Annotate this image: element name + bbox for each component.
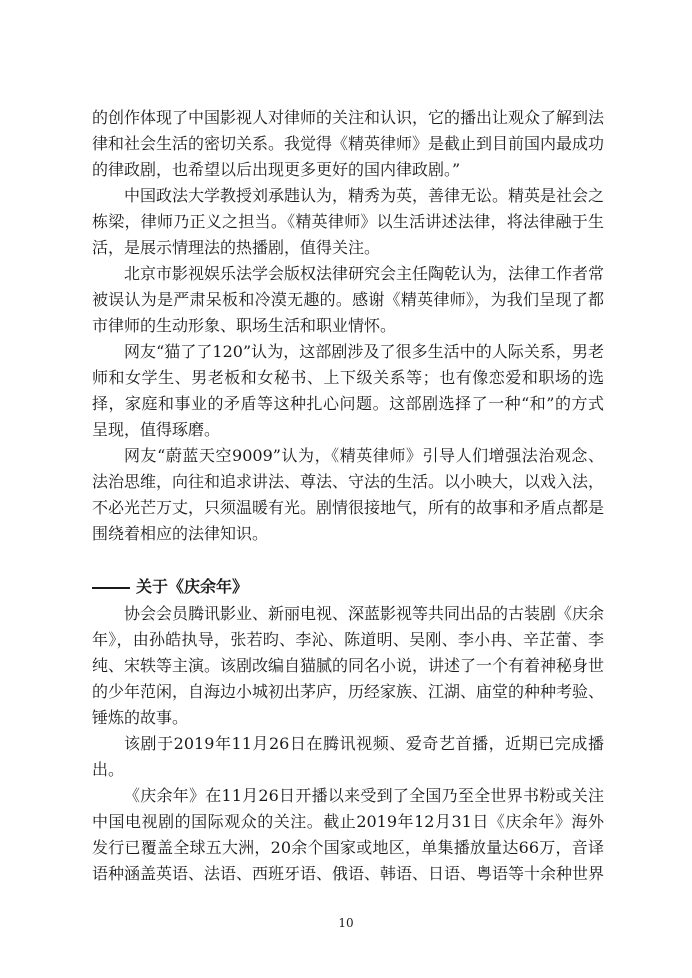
section-heading — [92, 574, 248, 600]
paragraph-liu-chengwei: 中国政法大学教授刘承韪认为，精秀为英，善律无讼。精英是社会之栋梁，律师乃正义之担当。《精英律师》以生活讲述法律，将法律融于生活，是展示情理法的热播剧，值得关注。 — [92, 186, 605, 257]
paragraph-netizen-120: 网友“猫了了120”认为，这部剧涉及了很多生活中的人际关系，男老师和女学生、男老板和女秘书、上下级关系等；也有像恋爱和职场的选择，家庭和事业的矛盾等这种扎心问题。这部剧选择了一种“和”的方式呈现，值得琢磨。 — [92, 342, 604, 439]
paragraph-qingyunian-intro: 协会会员腾讯影业、新丽电视、深蓝影视等共同出品的古装剧《庆余年》，由孙皓执导，张若昀、李沁、陈道明、吴刚、李小冉、辛芷蕾、李纯、宋轶等主演。该剧改编自猫腻的同名小说，讲述了一个有着神秘身世的少年范闲，自海边小城初出茅庐，历经家族、江湖、庙堂的种种考验、锤炼的故事。 — [92, 604, 605, 727]
heading-dash — [92, 587, 130, 589]
paragraph-tao-qian: 北京市影视娱乐法学会版权法律研究会主任陶乾认为，法律工作者常被误认为是严肃呆板和冷漠无趣的。感谢《精英律师》，为我们呈现了都市律师的生动形象、职场生活和职业情怀。 — [92, 264, 605, 335]
paragraph-netizen-9009: 网友“蔚蓝天空9009”认为，《精英律师》引导人们增强法治观念、法治思维，向往和追求讲法、尊法、守法的生活。以小映大，以戏入法，不必光芒万丈，只须温暖有光。剧情很接地气，所有的故事和矛盾点都是围绕着相应的法律知识。 — [92, 446, 605, 543]
paragraph-continuation: 的创作体现了中国影视人对律师的关注和认识，它的播出让观众了解到法律和社会生活的密切关系。我觉得《精英律师》是截止到目前国内最成功的律政剧，也希望以后出现更多更好的国内律政剧。” — [92, 108, 605, 179]
page-number: 10 — [338, 916, 354, 930]
section-heading-text: 关于《庆余年》 — [136, 577, 249, 596]
paragraph-overseas-reach: 《庆余年》在11月26日开播以来受到了全国乃至全世界书粉或关注中国电视剧的国际观众的关注。截止2019年12月31日《庆余年》海外发行已覆盖全球五大洲，20余个国家或地区，单集播放量达66万，音译语种涵盖英语、法语、西班牙语、俄语、韩语、日语、粤语等十余种世界 — [92, 786, 605, 883]
paragraph-broadcast-date: 该剧于2019年11月26日在腾讯视频、爱奇艺首播，近期已完成播出。 — [92, 734, 604, 779]
